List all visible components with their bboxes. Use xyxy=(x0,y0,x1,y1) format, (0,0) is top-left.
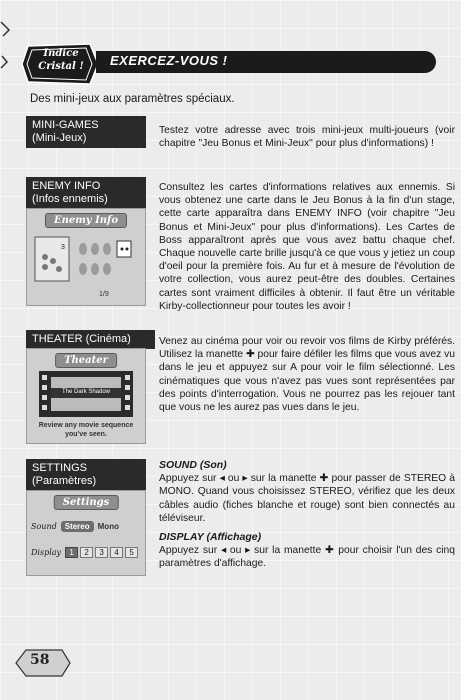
display-option-2: 2 xyxy=(80,547,93,558)
page-number: 58 xyxy=(30,652,50,668)
sound-text: Appuyez sur ◂ ou ▸ sur la manette ✚ pour passer de STEREO à MONO. Quand vous choisissez STEREO, vérifiez que les deux câbles audio (fiches blanche et rouge) sont bien connectés au téléviseur. xyxy=(159,473,455,524)
label-line-2: (Mini-Jeux) xyxy=(32,132,87,144)
display-option-4: 4 xyxy=(110,547,123,558)
page-title: EXERCEZ-VOUS ! xyxy=(110,53,228,68)
mono-option: Mono xyxy=(97,522,119,531)
section-label-settings xyxy=(26,459,146,491)
sound-heading: SOUND (Son) xyxy=(159,459,227,471)
label-line-1: SETTINGS xyxy=(32,462,88,474)
section-label-enemyinfo xyxy=(26,177,146,209)
display-heading: DISPLAY (Affichage) xyxy=(159,531,262,544)
sound-row xyxy=(31,521,143,532)
badge-text: Indice Cristal ! xyxy=(38,48,84,72)
film-title: The Dark Shadow xyxy=(61,389,111,395)
display-row xyxy=(31,547,143,558)
corner-bracket-icon xyxy=(0,20,12,75)
shot-title: Enemy Info xyxy=(45,213,127,228)
intro-text: Des mini-jeux aux paramètres spéciaux. xyxy=(30,93,235,105)
card-grid-icon xyxy=(33,231,139,301)
label-line-2: (Paramètres) xyxy=(32,475,97,487)
enemyinfo-screenshot xyxy=(26,208,146,306)
shot-title: Theater xyxy=(55,353,117,368)
theater-screenshot xyxy=(26,348,146,444)
minigames-text: Testez votre adresse avec trois mini-jeux multi-joueurs (voir chapitre "Jeu Bonus et Mini-Jeux" pour plus d'informations) ! xyxy=(159,125,455,150)
enemyinfo-text: Consultez les cartes d'informations relatives aux ennemis. Si vous obtenez une carte dans le Jeu Bonus à la fin d'un stage, cette carte apparaîtra dans ENEMY INFO (voir chapitre "Jeu Bonus et Mini-Jeux" pour plus d'informations). Les Cartes de Boss apparaîtront après que vous avez battu chaque chef. Chaque nouvelle carte brille jusqu'à ce que vous y jetiez un coup d'oeil pour la première fois. Au fur et à mesure de l'évolution de votre collection, vous aurez peut-être des doubles. Certaines cartes sont vraiment difficiles à obtenir. Il faut être un véritable Kirby-collectionneur pour toutes les avoir ! xyxy=(159,182,455,312)
shot-title: Settings xyxy=(54,495,119,510)
display-label: Display xyxy=(31,548,62,557)
section-label-theater xyxy=(26,330,155,349)
stereo-option: Stereo xyxy=(61,521,94,532)
display-option-1: 1 xyxy=(65,547,78,558)
display-text: Appuyez sur ◂ ou ▸ sur la manette ✚ pour choisir l'un des cinq paramètres d'affichage. xyxy=(159,545,455,570)
display-option-5: 5 xyxy=(125,547,138,558)
card-counter: 1/9 xyxy=(99,291,109,298)
settings-screenshot xyxy=(26,490,146,576)
label-line-1: MINI-GAMES xyxy=(32,119,99,131)
display-option-3: 3 xyxy=(95,547,108,558)
settings-text xyxy=(159,459,455,571)
sound-label: Sound xyxy=(31,522,57,531)
label-line-2: (Infos ennemis) xyxy=(32,193,108,205)
section-label-minigames xyxy=(26,116,146,148)
label-line-1: THEATER (Cinéma) xyxy=(32,333,131,345)
theater-caption: Review any movie sequence you've seen. xyxy=(38,422,134,438)
svg-text:3: 3 xyxy=(61,244,65,251)
label-line-1: ENEMY INFO xyxy=(32,180,101,192)
theater-text: Venez au cinéma pour voir ou revoir vos films de Kirby préférés. Utilisez la manette ✚ pour faire défiler les films que vous avez vu dans le jeu et appuyez sur A pour voir le film sélectionné. Les cinématiques que vous n'avez pas vues sont représentées par des points d'interrogation. Vous ne pourrez pas les rejouer tant que vous ne les aurez pas vues dans le jeu. xyxy=(159,336,455,414)
